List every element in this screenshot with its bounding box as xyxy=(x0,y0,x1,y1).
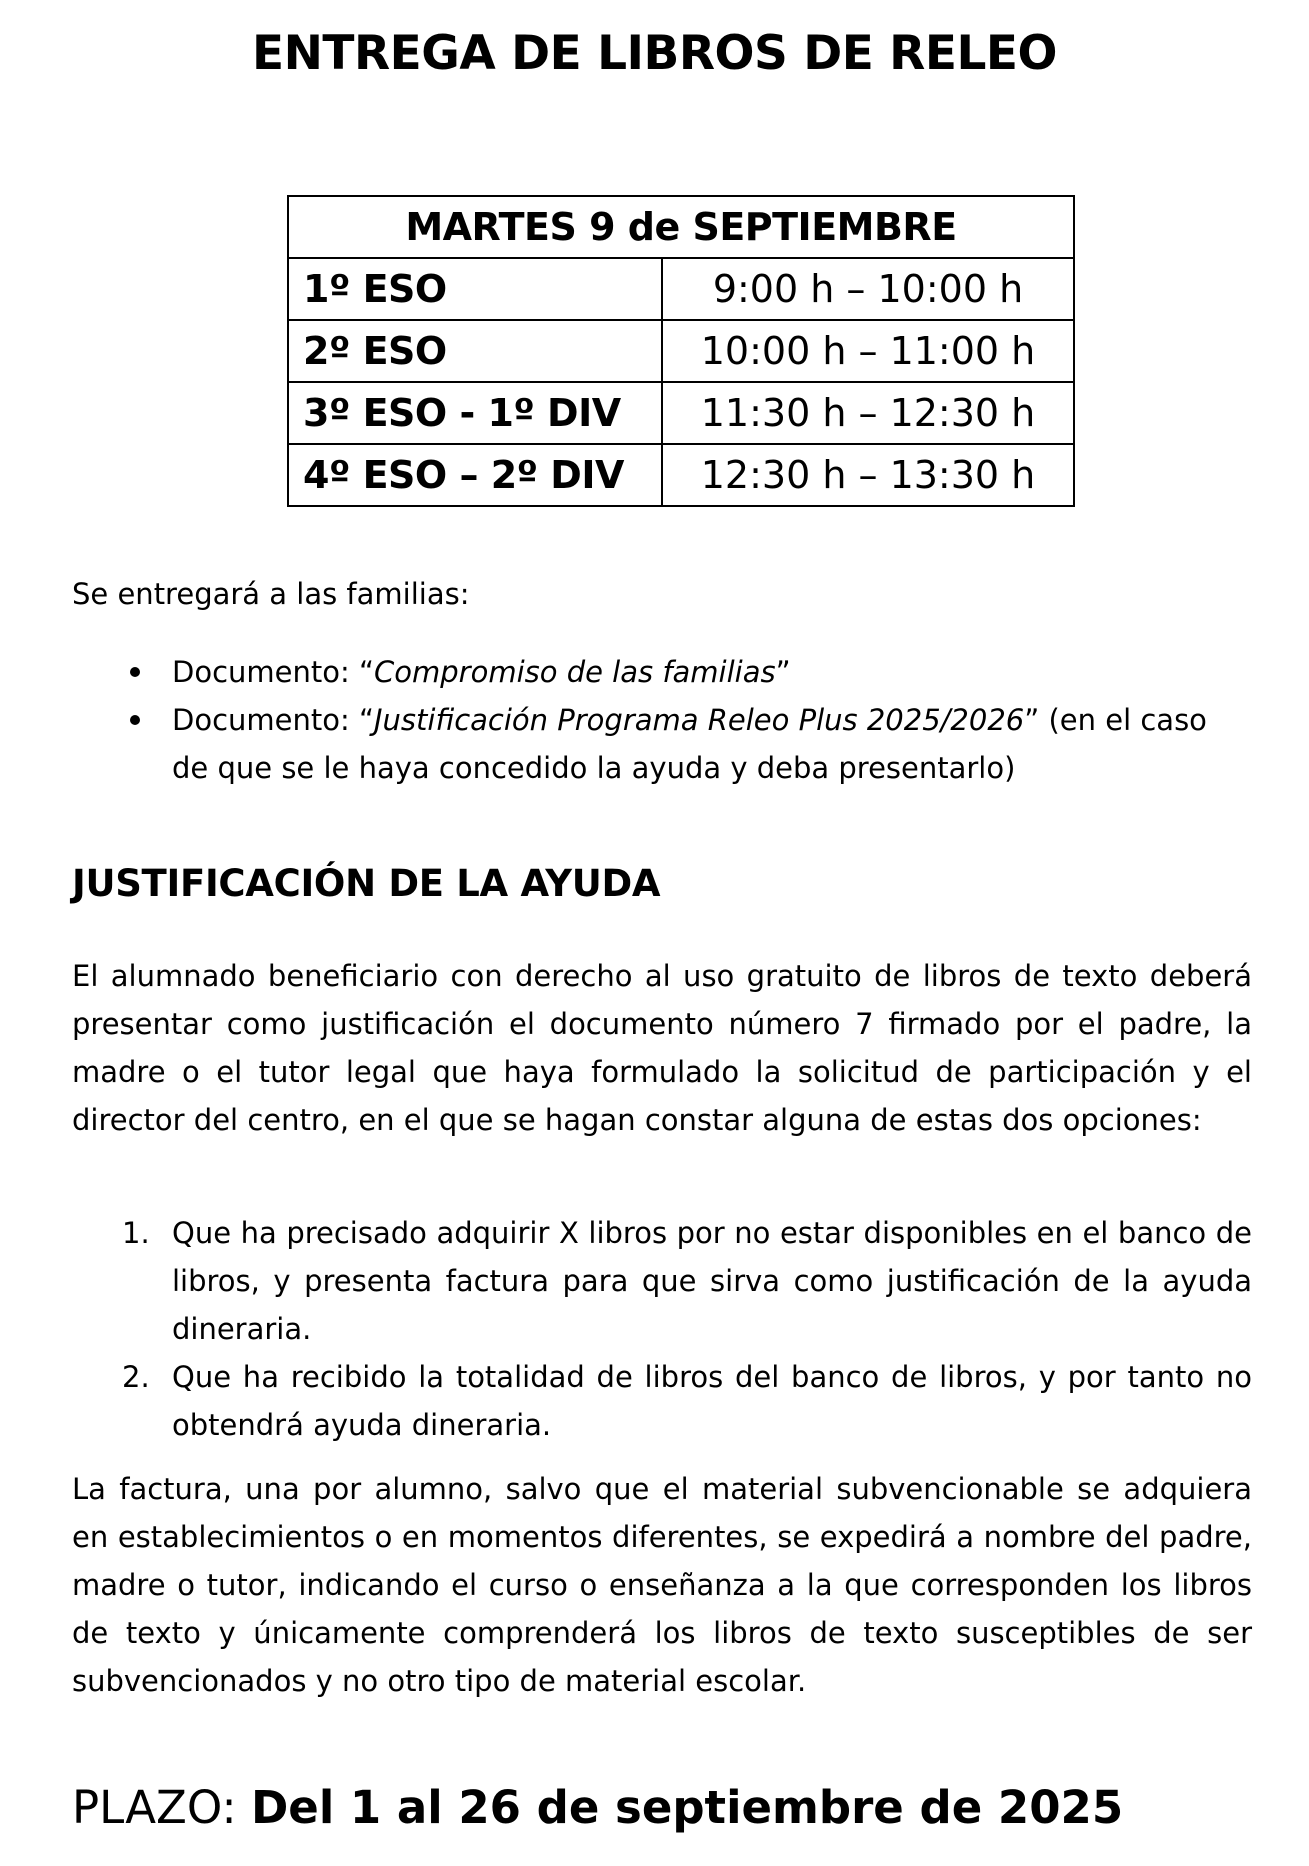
schedule-group-cell: 1º ESO xyxy=(288,258,662,320)
deadline-value: Del 1 al 26 de septiembre de 2025 xyxy=(250,1781,1124,1834)
document-prefix: Documento: “ xyxy=(172,703,374,737)
table-row xyxy=(288,258,1074,320)
deadline-label: PLAZO: xyxy=(72,1781,251,1834)
invoice-paragraph: La factura, una por alumno, salvo que el material subvencionable se adquiera en establecimientos o en momentos diferentes, se expedirá a nombre del padre, madre o tutor, indicando el curso o enseñanza a la que corresponden los libros de texto y únicamente comprenderá los libros de texto susceptibles de ser subvencionados y no otro tipo de material escolar. xyxy=(72,1472,1252,1698)
document-title: ENTREGA DE LIBROS DE RELEO xyxy=(251,26,1057,81)
section-title: JUSTIFICACIÓN DE LA AYUDA xyxy=(72,862,661,905)
schedule-time-cell: 12:30 h – 13:30 h xyxy=(662,444,1074,506)
documents-list xyxy=(72,648,1252,792)
option-text: Que ha recibido la totalidad de libros del banco de libros, y por tanto no obtendrá ayuda dineraria. xyxy=(172,1360,1252,1442)
schedule-time-cell: 10:00 h – 11:00 h xyxy=(662,320,1074,382)
table-row xyxy=(288,382,1074,444)
document-name: Compromiso de las familias xyxy=(374,655,776,689)
document-suffix: ” xyxy=(775,655,791,689)
list-item xyxy=(72,648,1252,696)
document-name: Justificación Programa Releo Plus 2025/2026 xyxy=(374,703,1025,737)
schedule-group-cell: 2º ESO xyxy=(288,320,662,382)
table-row xyxy=(288,320,1074,382)
schedule-group-cell: 4º ESO – 2º DIV xyxy=(288,444,662,506)
option-text: Que ha precisado adquirir X libros por no estar disponibles en el banco de libros, y presenta factura para que sirva como justificación de la ayuda dineraria. xyxy=(172,1216,1252,1346)
list-item xyxy=(72,1209,1252,1353)
deadline xyxy=(72,1780,1123,1836)
list-item xyxy=(72,1353,1252,1449)
schedule-time-cell: 11:30 h – 12:30 h xyxy=(662,382,1074,444)
schedule-time-cell: 9:00 h – 10:00 h xyxy=(662,258,1074,320)
options-list xyxy=(72,1209,1252,1449)
table-row xyxy=(288,444,1074,506)
justification-paragraph: El alumnado beneficiario con derecho al uso gratuito de libros de texto deberá presentar como justificación el documento número 7 firmado por el padre, la madre o el tutor legal que haya formulado la solicitud de participación y el director del centro, en el que se hagan constar alguna de estas dos opciones: xyxy=(72,959,1252,1137)
schedule-header-row xyxy=(288,196,1074,258)
bullet-icon xyxy=(130,715,140,725)
list-item xyxy=(72,696,1252,792)
option-number: 1. xyxy=(122,1216,150,1250)
document-prefix: Documento: “ xyxy=(172,655,374,689)
document-suffix: ” (en el caso de que se le haya concedido la ayuda y deba presentarlo) xyxy=(172,703,1207,785)
schedule-group-cell: 3º ESO - 1º DIV xyxy=(288,382,662,444)
intro-text: Se entregará a las familias: xyxy=(72,577,470,611)
option-number: 2. xyxy=(122,1360,150,1394)
schedule-table xyxy=(287,195,1075,507)
bullet-icon xyxy=(130,667,140,677)
schedule-date-header: MARTES 9 de SEPTIEMBRE xyxy=(288,196,1074,258)
